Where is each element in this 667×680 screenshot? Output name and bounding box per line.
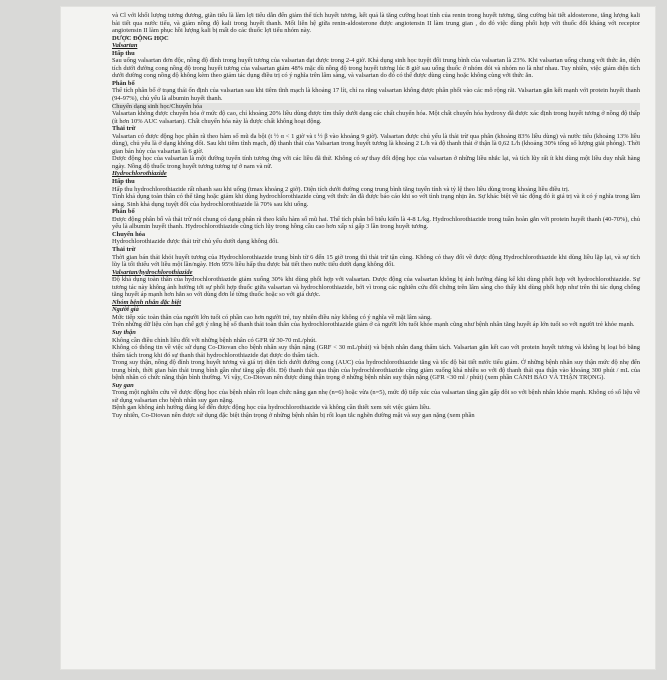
drug-heading: Valsartan/hydrochlorothiazide [112, 268, 193, 276]
body-paragraph: Độ khả dụng toàn thân của hydrochlorothiazide giảm xuống 30% khi dùng phối hợp với valsartan. Dược động của valsartan không bị ảnh hưởng đáng kể khi dùng phối hợp với hydrochlorothiazide. Sự tương tác này không ảnh hưởng tới sự phối hợp thuốc giữa valsartan và hydrochlorothiazide, bởi vì trong các nghiên cứu đối chứng trên lâm sàng cho thấy khi dùng phối hợp như trên thì tác dụng chống tăng huyết áp mạnh hơn hẳn so với dùng đơn lẻ từng thuốc hoặc so với giả dược. [112, 276, 640, 299]
document-body [112, 12, 640, 420]
body-paragraph: Thời gian bán thải khỏi huyết tương của Hydrochlorothiazide trung bình từ 6 đến 15 giờ trong thì thải trừ tận cùng. Không có thay đổi về được động Hydrochlorothiazide khi dùng liều lặp lại, và sự tích lũy là tối thiểu với liều một lần/ngày. Hơn 95% liều hấp thu được bài tiết theo nước tiểu dưới dạng không đổi. [112, 253, 640, 269]
body-paragraph: Được động phân bố và thải trừ nói chung có dạng phân rã theo kiểu hàm số mũ hai. Thể tích phân bố biểu kiến là 4-8 L/kg. Hydrochlorothiazide trong tuần hoàn gắn với protein huyết thanh (40-70%), chủ yếu là albumin huyết thanh. Hydrochlorothiazide cũng tích lũy trong hồng cầu cao hơn xấp xỉ gấp 3 lần trong huyết tương. [112, 215, 640, 231]
body-paragraph: Mức tiếp xúc toàn thân của người lớn tuổi có phần cao hơn người trẻ, tuy nhiên điều này không có ý nghĩa về mặt lâm sàng. [112, 313, 432, 321]
body-paragraph: Valsartan có được động học phân rã theo hàm số mũ đa bội (t ½ α < 1 giờ và t ½ β vào khoảng 9 giờ). Valsartan được chủ yếu là thải trừ qua phân (khoảng 83% liều dùng) và nước tiểu (khoảng 13% liều dùng), chủ yếu là ở dạng không đổi. Sau khi tiêm tĩnh mạch, độ thanh thải của Valsartan trong huyết tương là khoảng 2 L/h và độ thanh thải ở thận là 0,62 L/h (khoảng 30% tổng số lượng giải phóng). Thời gian bán hủy của valsartan là 6 giờ. [112, 132, 640, 155]
topic-heading: Thải trừ [112, 125, 136, 133]
topic-heading: Thải trừ [112, 245, 136, 253]
population-heading: Suy thận [112, 328, 136, 336]
body-paragraph: Không cần điều chỉnh liều đối với những bệnh nhân có GFR từ 30-70 mL/phút. [112, 336, 317, 344]
population-heading: Người già [112, 306, 139, 314]
section-heading: DƯỢC ĐỘNG HỌC [112, 34, 169, 42]
topic-heading: Hấp thu [112, 178, 135, 186]
body-paragraph: Không có thông tin về việc sử dụng Co-Diovan cho bệnh nhân suy thận nặng (GRF < 30 mL/phút) và bệnh nhân đang thẩm tách. Valsartan gắn kết cao với protein huyết tương và không bị loại bỏ bằng thẩm tách trong khi đó sự thanh thải hydrochlorothiazide đạt được do thẩm tách. [112, 344, 640, 359]
body-paragraph: Tính khả dụng toàn thân có thể tăng hoặc giảm khi dùng hydrochlorothiazide cùng với thức ăn đã được báo cáo khi so với tình trạng nhịn ăn. Sự khác biệt về tác động đó ít giá trị và ít có ý nghĩa trong lâm sàng. Sinh khả dụng tuyệt đối của hydrochlorothiazide là 70% sau khi uống. [112, 193, 640, 208]
document-page [60, 6, 656, 670]
body-paragraph: Bệnh gan không ảnh hưởng đáng kể đến được động học của hydrochlorothiazide và không cần thiết xem xét việc giảm liều. [112, 404, 431, 412]
highlighted-subheading: Chuyển dạng sinh học/Chuyển hóa [112, 103, 640, 111]
topic-heading: Phân bố [112, 208, 135, 216]
drug-heading: Hydrochlorothiazide [112, 170, 167, 178]
drug-heading: Valsartan [112, 42, 138, 50]
body-paragraph: và Cl với khối lượng tương đương, giãn tiểu là làm lợi tiểu dẫn đến giảm thể tích huyết tương, kết quả là tăng cường hoạt tính của renin trong huyết tương, tăng cường bài tiết aldosterone, tăng lượng kali bài tiết qua nước tiểu, và giảm nồng độ kali trong huyết thanh. Mối liên hệ giữa renin-aldosterone được angiotensin II làm trung gian , do đó việc dùng phối hợp với thuốc đối kháng với receptor angiotensin II làm phục hồi lượng kali bị mất do các thuốc lợi tiểu nhóm này. [112, 12, 640, 35]
topic-heading: Hấp thu [112, 49, 135, 57]
body-paragraph: Sau uống valsartan đơn độc, nồng độ đỉnh trong huyết tương của valsartan đạt được trong 2-4 giờ. Khả dụng sinh học tuyệt đối trung bình của valsartan là 23%. Khi valsartan uống chung với thức ăn, diện tích dưới đường cong nồng độ trong huyết tương của valsartan giảm 48% mặc dù nồng độ trong huyết tương lúc 8 giờ sau uống thuốc ở nhóm đói và nhóm no là như nhau. Tuy nhiên, việc giảm diện tích dưới đường cong nồng độ không kèm theo giảm tác dụng điều trị có ý nghĩa trên lâm sàng, và valsartan do đó có thể được dùng cùng hoặc không cùng với thức ăn. [112, 57, 640, 80]
topic-heading: Chuyển hóa [112, 230, 146, 238]
body-paragraph: Valsartan không được chuyển hóa ở mức độ cao, chỉ khoảng 20% liều dùng được tìm thấy dưới dạng các chất chuyển hóa. Một chất chuyển hóa hydroxy đã được xác định trong huyết tương ở nồng độ thấp (ít hơn 10% AUC valsartan). Chất chuyển hóa này là được chất không hoạt động. [112, 110, 640, 125]
body-paragraph: Trong suy thận, nồng độ đỉnh trong huyết tương và giá trị diện tích dưới đường cong (AUC) của hydrochlorothiazide tăng và tốc độ bài tiết nước tiểu giảm. Ở những bệnh nhân suy thận mức độ nhẹ đến trung bình, thời gian bán thải trung bình gần như tăng gấp đôi. Độ thanh thải qua thận của hydrochlorothiazide cũng giảm xuống khá nhiều so với độ thanh thải qua thận vào khoảng 300 phút / mL của bệnh nhân có chức năng thận bình thường. Vì vậy, Co-Diovan nên được dùng thận trọng ở những bệnh nhân suy thận nặng (GFR <30 ml / phút) (xem phần CẢNH BÁO VÀ THẬN TRỌNG). [112, 359, 640, 382]
body-paragraph: Trên những dữ liệu còn hạn chế gợi ý rằng hệ số thanh thải toàn thân của hydrochlorothiazide giảm ở cả người lớn tuổi khỏe mạnh cũng như bệnh nhân tăng huyết áp lớn tuổi so với người trẻ khỏe mạnh. [112, 321, 635, 329]
body-paragraph: Thể tích phân bố ở trạng thái ổn định của valsartan sau khi tiêm tĩnh mạch là khoảng 17 lít, chỉ ra rằng valsartan không được phân phối vào các mô rộng rãi. Valsartan gắn kết mạnh với protein huyết thanh (94-97%), chủ yếu là albumin huyết thanh. [112, 87, 640, 103]
body-paragraph: Hydrochlorothiazide được thải trừ chủ yếu dưới dạng không đổi. [112, 238, 279, 246]
topic-heading: Phân bố [112, 79, 135, 87]
body-paragraph: Trong một nghiên cứu về được động học của bệnh nhân rối loạn chức năng gan nhẹ (n=6) hoặc vừa (n=5), mức độ tiếp xúc của valsartan tăng gần gấp đôi so với bệnh nhân khỏe mạnh. Không có số liệu về sử dụng valsartan cho bệnh nhân suy gan nặng. [112, 389, 640, 404]
subsection-heading: Nhóm bệnh nhân đặc biệt [112, 298, 182, 306]
body-paragraph: Hấp thu hydrochlorothiazide rất nhanh sau khi uống (tmax khoảng 2 giờ). Diện tích dưới đường cong trung bình tăng tuyến tính và tỷ lệ theo liều dùng trong khoảng liều điều trị. [112, 185, 570, 193]
body-paragraph: Dược động học của valsartan là một đường tuyến tính tương ứng với các liều đã thử. Không có sự thay đổi động học của valsartan ở những liều nhắc lại, và tích lũy rất ít khi dùng một liều duy nhất hàng ngày. Nồng độ thuốc trong huyết tương tương tự ở nam và nữ. [112, 155, 640, 170]
body-paragraph: Tuy nhiên, Co-Diovan nên được sử dụng đặc biệt thận trọng ở những bệnh nhân bị rối loạn tắc nghẽn đường mật và suy gan nặng (xem phần [112, 411, 475, 419]
population-heading: Suy gan [112, 381, 134, 389]
